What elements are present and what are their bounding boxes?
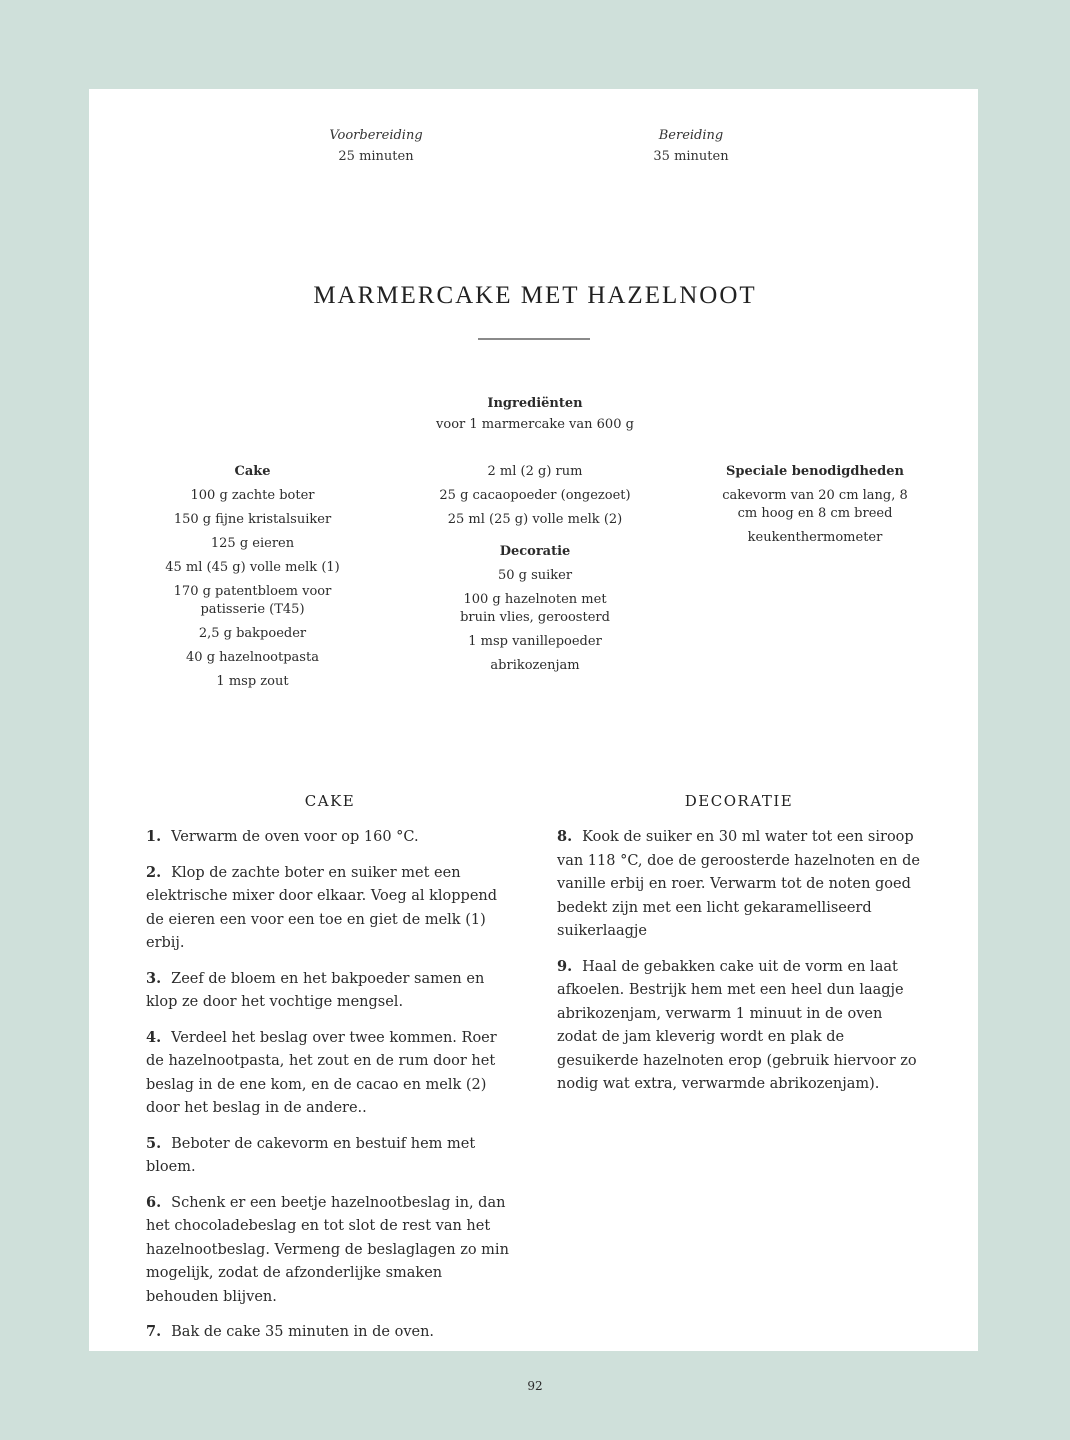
ingredient-item: 40 g hazelnootpasta xyxy=(186,650,319,665)
ingredient-item: 125 g eieren xyxy=(210,536,295,551)
cake-ingredients-heading: Cake xyxy=(234,464,271,479)
step-number: 2. xyxy=(146,863,162,881)
ingredient-item: 2,5 g bakpoeder xyxy=(198,626,307,641)
recipe-title: MARMERCAKE MET HAZELNOOT xyxy=(313,282,757,309)
ingredient-item: 170 g patentbloem voor patisserie (T45) xyxy=(173,584,332,617)
method-step xyxy=(146,1191,516,1310)
ingredient-item: abrikozenjam xyxy=(490,658,580,673)
prep-time xyxy=(276,128,476,164)
ingredient-item: 100 g zachte boter xyxy=(190,488,315,503)
decoratie-method-title: DECORATIE xyxy=(684,792,794,810)
special-equipment-column xyxy=(720,463,910,553)
method-step xyxy=(146,967,516,1015)
step-number: 5. xyxy=(146,1134,162,1152)
method-step xyxy=(557,825,927,944)
special-equipment-heading: Speciale benodigdheden xyxy=(726,464,904,479)
ingredient-item: 25 g cacaopoeder (ongezoet) xyxy=(439,488,631,503)
cake-steps xyxy=(146,825,516,1356)
page-number: 92 xyxy=(527,1379,543,1393)
step-number: 6. xyxy=(146,1193,162,1211)
ingredients-subheading: voor 1 marmercake van 600 g xyxy=(436,417,634,432)
step-text: Klop de zachte boter en suiker met een elektrische mixer door elkaar. Voeg al kloppend de eieren een voor een toe en giet de melk (1) erbij. xyxy=(146,864,498,951)
cook-time-label: Bereiding xyxy=(658,128,724,143)
ingredient-item: 150 g fijne kristalsuiker xyxy=(173,512,332,527)
step-text: Verwarm de oven voor op 160 °C. xyxy=(171,829,419,845)
step-number: 1. xyxy=(146,828,162,845)
method-step xyxy=(146,1026,516,1121)
prep-time-label: Voorbereiding xyxy=(329,128,423,143)
ingredient-item: 100 g hazelnoten met bruin vlies, geroosterd xyxy=(460,592,610,625)
step-text: Schenk er een beetje hazelnootbeslag in, dan het chocoladebeslag en tot slot de rest van het hazelnootbeslag. Vermeng de beslaglagen zo min mogelijk, zodat de afzonderlijke smaken behouden blijven. xyxy=(146,1194,509,1305)
cake-method-title: CAKE xyxy=(304,792,356,810)
cook-time-value: 35 minuten xyxy=(653,149,729,164)
step-text: Kook de suiker en 30 ml water tot een siroop van 118 °C, doe de geroosterde hazelnoten en de vanille erbij en roer. Verwarm tot de noten goed bedekt zijn met een licht gekaramelliseerd suikerlaagje xyxy=(557,829,920,939)
decoratie-steps xyxy=(557,825,927,1108)
ingredient-item: 2 ml (2 g) rum xyxy=(487,464,583,479)
method-step xyxy=(557,955,927,1097)
method-step xyxy=(146,825,516,850)
ingredient-item: 1 msp zout xyxy=(216,674,289,689)
prep-time-value: 25 minuten xyxy=(338,149,414,164)
ingredient-item: 50 g suiker xyxy=(497,568,573,583)
decoratie-ingredients-heading: Decoratie xyxy=(499,544,571,559)
step-text: Zeef de bloem en het bakpoeder samen en klop ze door het vochtige mengsel. xyxy=(146,970,485,1010)
step-text: Verdeel het beslag over twee kommen. Roer de hazelnootpasta, het zout en de rum door het beslag in de ene kom, en de cacao en melk (2) door het beslag in de andere.. xyxy=(146,1029,497,1116)
method-step xyxy=(146,861,516,956)
step-text: Bak de cake 35 minuten in de oven. xyxy=(171,1324,435,1340)
step-number: 7. xyxy=(146,1323,162,1340)
ingredients-heading-block xyxy=(0,396,1070,432)
ingredients-heading: Ingrediënten xyxy=(487,396,583,411)
ingredients-middle-column xyxy=(430,463,640,681)
equipment-item: keukenthermometer xyxy=(747,530,883,545)
title-divider xyxy=(478,338,590,340)
ingredient-item: 25 ml (25 g) volle melk (2) xyxy=(447,512,623,527)
step-number: 4. xyxy=(146,1028,162,1046)
step-number: 3. xyxy=(146,969,162,987)
step-number: 8. xyxy=(557,828,573,845)
step-number: 9. xyxy=(557,957,573,975)
method-step xyxy=(146,1320,516,1345)
ingredient-item: 1 msp vanillepoeder xyxy=(468,634,602,649)
step-text: Haal de gebakken cake uit de vorm en laat afkoelen. Bestrijk hem met een heel dun laagje abrikozenjam, verwarm 1 minuut in de oven zodat de jam kleverig wordt en plak de gesuikerde hazelnoten erop (gebruik hiervoor zo nodig wat extra, verwarmde abrikozenjam). xyxy=(557,958,917,1092)
method-step xyxy=(146,1132,516,1180)
cook-time xyxy=(591,128,791,164)
ingredient-item: 45 ml (45 g) volle melk (1) xyxy=(165,560,340,575)
ingredients-cake-column xyxy=(150,463,355,697)
equipment-item: cakevorm van 20 cm lang, 8 cm hoog en 8 cm breed xyxy=(722,488,908,521)
step-text: Beboter de cakevorm en bestuif hem met bloem. xyxy=(146,1135,476,1175)
